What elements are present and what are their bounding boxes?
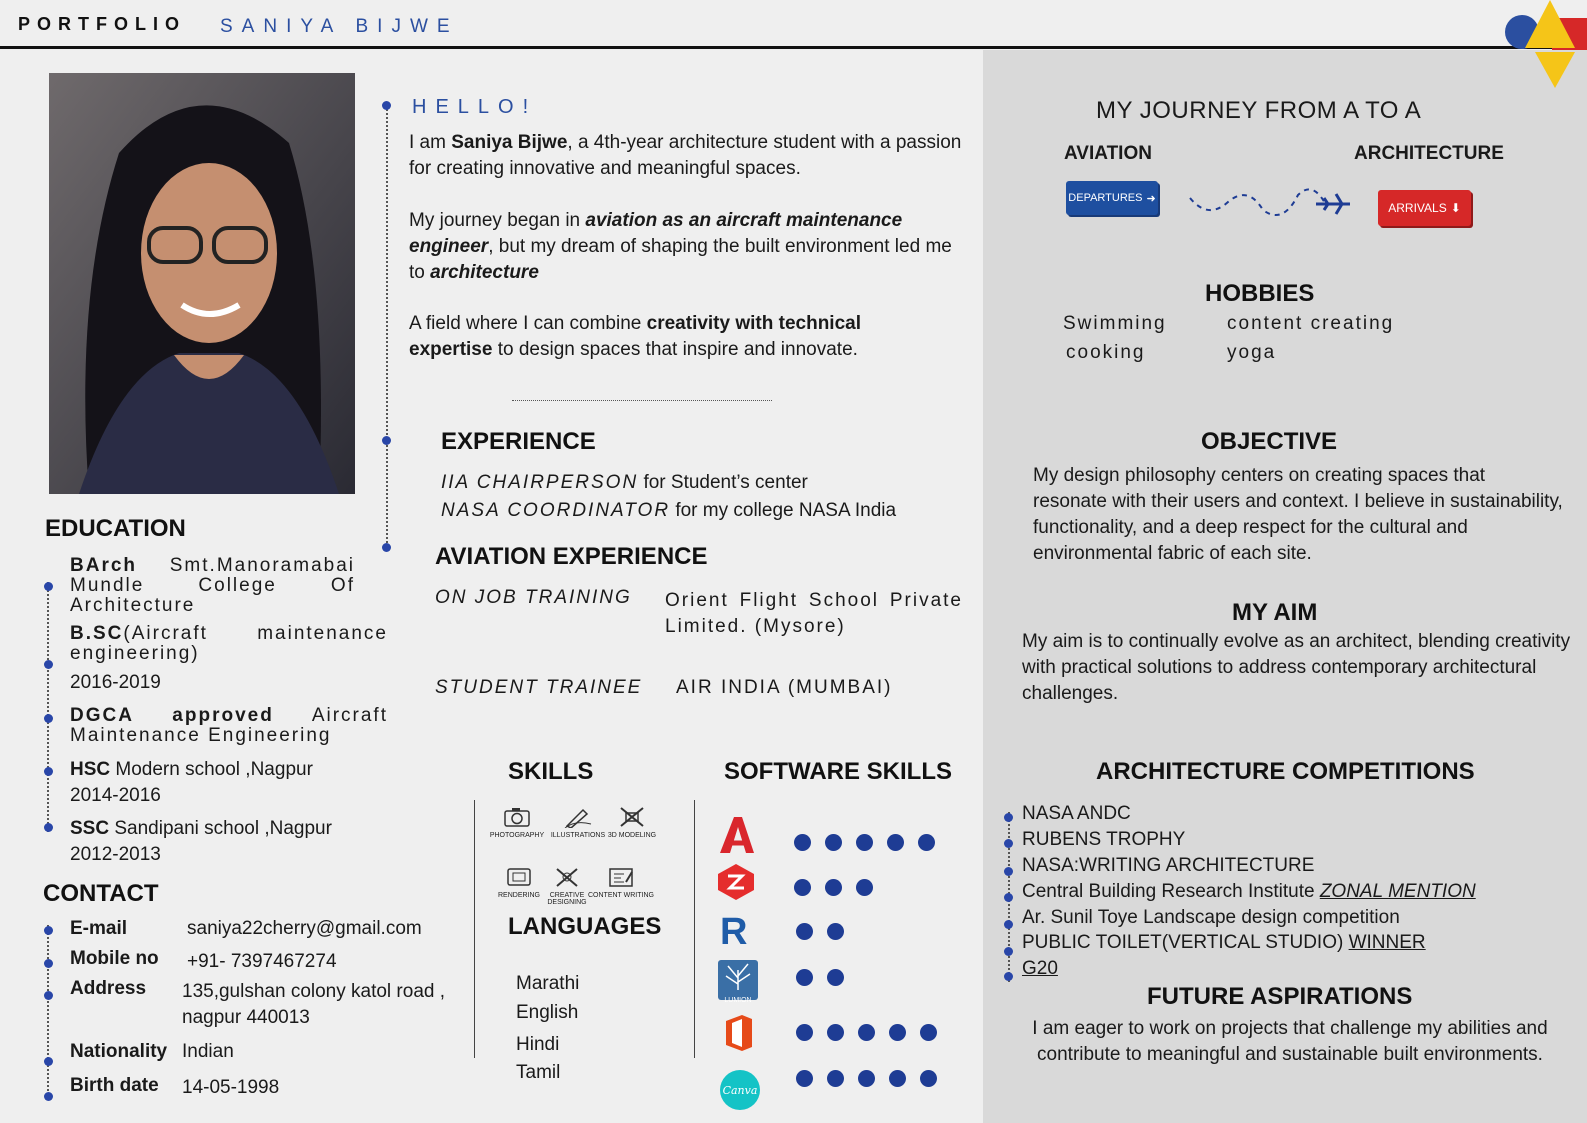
- flight-path-icon: [1188, 180, 1353, 225]
- rating-dot: [889, 1070, 906, 1087]
- language-item: Tamil: [516, 1062, 561, 1083]
- contact-label: Address: [70, 978, 147, 999]
- rating-dot: [889, 1024, 906, 1041]
- rating-dot: [827, 1070, 844, 1087]
- rating-dot: [918, 834, 935, 851]
- competition-item: NASA:WRITING ARCHITECTURE: [1022, 855, 1315, 876]
- office-icon: [718, 1013, 758, 1053]
- future-text: I am eager to work on projects that challenge my abilities and contribute to meaningful and sustainable built environments.: [1032, 1018, 1548, 1065]
- timeline-dot: [44, 1092, 53, 1101]
- hobby-item: Swimming: [1063, 313, 1167, 334]
- competition-item: NASA ANDC: [1022, 803, 1131, 824]
- timeline-dot: [1004, 813, 1013, 822]
- education-item: B.SC(Aircraft maintenance engineering): [70, 623, 388, 664]
- timeline-dot: [382, 543, 391, 552]
- journey-from: AVIATION: [1064, 143, 1152, 164]
- education-item: HSC Modern school ,Nagpur: [70, 759, 313, 780]
- timeline-dot: [44, 1057, 53, 1066]
- software-rating: [794, 879, 873, 896]
- rating-dot: [920, 1070, 937, 1087]
- pen-hand-icon: [563, 806, 593, 828]
- writing-icon: [606, 866, 636, 888]
- rating-dot: [825, 879, 842, 896]
- timeline-dot: [1004, 839, 1013, 848]
- skill-illustrations: ILLUSTRATIONS: [543, 806, 613, 839]
- skill-content-writing: CONTENT WRITING: [586, 866, 656, 899]
- language-item: Marathi: [516, 973, 580, 994]
- skills-title: SKILLS: [508, 758, 594, 785]
- lumion-icon: LUMION: [718, 960, 758, 1000]
- timeline-dot: [44, 582, 53, 591]
- tools-icon: [552, 866, 582, 888]
- competition-item: G20: [1022, 958, 1058, 979]
- future-title: FUTURE ASPIRATIONS: [1147, 983, 1413, 1010]
- aviation-detail: AIR INDIA (MUMBAI): [676, 677, 893, 698]
- hello-title: HELLO!: [412, 96, 538, 118]
- profile-photo: [49, 73, 355, 494]
- timeline-dot: [1004, 867, 1013, 876]
- address-value: 135,gulshan colony katol road , nagpur 440013: [182, 981, 446, 1028]
- rating-dot: [827, 923, 844, 940]
- rating-dot: [920, 1024, 937, 1041]
- skill-rendering: RENDERING: [484, 866, 554, 899]
- objective-title: OBJECTIVE: [1201, 428, 1338, 455]
- journey-title: MY JOURNEY FROM A TO A: [1096, 97, 1422, 124]
- competition-item: RUBENS TROPHY: [1022, 829, 1186, 850]
- education-years: 2014-2016: [70, 785, 161, 806]
- objective-text: My design philosophy centers on creating spaces that resonate with their users and context. I believe in sustainability, functionality, and a deep respect for the cultural and environmental fabric of each site.: [1033, 465, 1563, 564]
- timeline-dot: [44, 767, 53, 776]
- competition-item: Ar. Sunil Toye Landscape design competition: [1022, 907, 1400, 928]
- arrivals-sign: ARRIVALS ⬇: [1378, 190, 1471, 226]
- software-skills-title: SOFTWARE SKILLS: [724, 758, 952, 785]
- rating-dot: [796, 969, 813, 986]
- phone-value[interactable]: +91- 7397467274: [187, 951, 337, 972]
- nationality-value: Indian: [182, 1041, 234, 1062]
- education-item: SSC Sandipani school ,Nagpur: [70, 818, 332, 839]
- software-rating: [796, 1024, 937, 1041]
- rating-dot: [827, 1024, 844, 1041]
- rating-dot: [794, 834, 811, 851]
- hobby-item: content creating: [1227, 313, 1395, 334]
- rating-dot: [796, 1024, 813, 1041]
- contact-label: E-mail: [70, 918, 128, 939]
- timeline-dot: [1004, 947, 1013, 956]
- software-rating: [796, 1070, 937, 1087]
- rendering-icon: [504, 866, 534, 888]
- software-rating: [794, 834, 935, 851]
- timeline-dot: [44, 991, 53, 1000]
- autocad-icon: [716, 815, 756, 855]
- education-years: 2016-2019: [70, 672, 161, 693]
- camera-icon: [502, 806, 532, 828]
- timeline-dot: [44, 823, 53, 832]
- canva-icon: Canva: [720, 1070, 760, 1110]
- aviation-role: ON JOB TRAINING: [435, 587, 632, 608]
- contact-label: Birth date: [70, 1075, 159, 1096]
- language-item: English: [516, 1002, 579, 1023]
- skill-creative-designing: CREATIVE DESIGNING: [532, 866, 602, 906]
- timeline-dot: [1004, 972, 1013, 981]
- contact-title: CONTACT: [43, 880, 159, 907]
- aim-title: MY AIM: [1232, 599, 1318, 626]
- software-rating: [796, 923, 844, 940]
- hello-paragraph-1: I am Saniya Bijwe, a 4th-year architecture student with a passion for creating innovative and meaningful spaces.: [409, 132, 962, 179]
- education-timeline: [47, 582, 49, 832]
- portfolio-label: PORTFOLIO: [18, 14, 186, 34]
- hello-paragraph-3: A field where I can combine creativity with technical expertise to design spaces that inspire and innovate.: [409, 313, 861, 360]
- email-value[interactable]: saniya22cherry@gmail.com: [187, 918, 422, 939]
- hobbies-title: HOBBIES: [1205, 280, 1315, 307]
- aim-text: My aim is to continually evolve as an architect, blending creativity with practical solutions to address contemporary architectural challenges.: [1022, 631, 1571, 704]
- competitions-title: ARCHITECTURE COMPETITIONS: [1096, 758, 1475, 785]
- departures-sign: DEPARTURES ➜: [1066, 181, 1158, 215]
- hobby-item: yoga: [1227, 342, 1277, 363]
- svg-text:R: R: [720, 911, 748, 948]
- rating-dot: [856, 879, 873, 896]
- timeline-line: [386, 106, 388, 546]
- contact-label: Nationality: [70, 1041, 168, 1062]
- rating-dot: [887, 834, 904, 851]
- timeline-dot: [44, 959, 53, 968]
- timeline-dot: [382, 436, 391, 445]
- revit-icon: [716, 908, 756, 948]
- header-rule: [0, 46, 1587, 49]
- experience-item: NASA COORDINATOR for my college NASA India: [441, 500, 897, 521]
- timeline-dot: [1004, 893, 1013, 902]
- aviation-role: STUDENT TRAINEE: [435, 677, 643, 698]
- timeline-dot: [44, 926, 53, 935]
- rating-dot: [796, 1070, 813, 1087]
- sketchup-icon: [716, 862, 756, 902]
- decorative-shapes-icon: [1500, 0, 1587, 90]
- rating-dot: [858, 1070, 875, 1087]
- rating-dot: [796, 923, 813, 940]
- hobby-item: cooking: [1066, 342, 1146, 363]
- aviation-detail: Orient Flight School Private Limited. (Mysore): [665, 590, 963, 637]
- timeline-dot: [44, 714, 53, 723]
- education-years: 2012-2013: [70, 844, 161, 865]
- rating-dot: [825, 834, 842, 851]
- skills-divider: [694, 800, 695, 1058]
- experience-item: IIA CHAIRPERSON for Student’s center: [441, 472, 808, 493]
- contact-timeline: [47, 925, 49, 1095]
- hello-paragraph-2: My journey began in aviation as an aircraft maintenance engineer, but my dream of shaping the built environment led me to architecture: [409, 210, 952, 283]
- language-item: Hindi: [516, 1034, 560, 1055]
- rating-dot: [858, 1024, 875, 1041]
- education-item: DGCA approved Aircraft Maintenance Engineering: [70, 705, 388, 746]
- education-item: BArch Smt.Manoramabai Mundle College Of Architecture: [70, 555, 355, 616]
- aviation-experience-title: AVIATION EXPERIENCE: [435, 543, 708, 570]
- competition-item: PUBLIC TOILET(VERTICAL STUDIO) WINNER: [1022, 932, 1426, 953]
- modeling-icon: [617, 804, 647, 828]
- contact-label: Mobile no: [70, 948, 159, 969]
- skill-3d-modeling: 3D MODELING: [597, 804, 667, 839]
- divider: [512, 400, 772, 401]
- competition-item: Central Building Research Institute ZONAL MENTION: [1022, 881, 1476, 902]
- experience-title: EXPERIENCE: [441, 428, 596, 455]
- rating-dot: [827, 969, 844, 986]
- timeline-dot: [1004, 920, 1013, 929]
- owner-name: SANIYA BIJWE: [220, 16, 459, 37]
- timeline-dot: [382, 101, 391, 110]
- skill-photography: PHOTOGRAPHY: [482, 806, 552, 839]
- skills-divider: [474, 800, 475, 1058]
- software-rating: [796, 969, 844, 986]
- birthdate-value: 14-05-1998: [182, 1077, 280, 1098]
- rating-dot: [856, 834, 873, 851]
- timeline-dot: [44, 660, 53, 669]
- journey-to: ARCHITECTURE: [1354, 143, 1504, 164]
- rating-dot: [794, 879, 811, 896]
- education-title: EDUCATION: [45, 515, 186, 542]
- languages-title: LANGUAGES: [508, 913, 662, 940]
